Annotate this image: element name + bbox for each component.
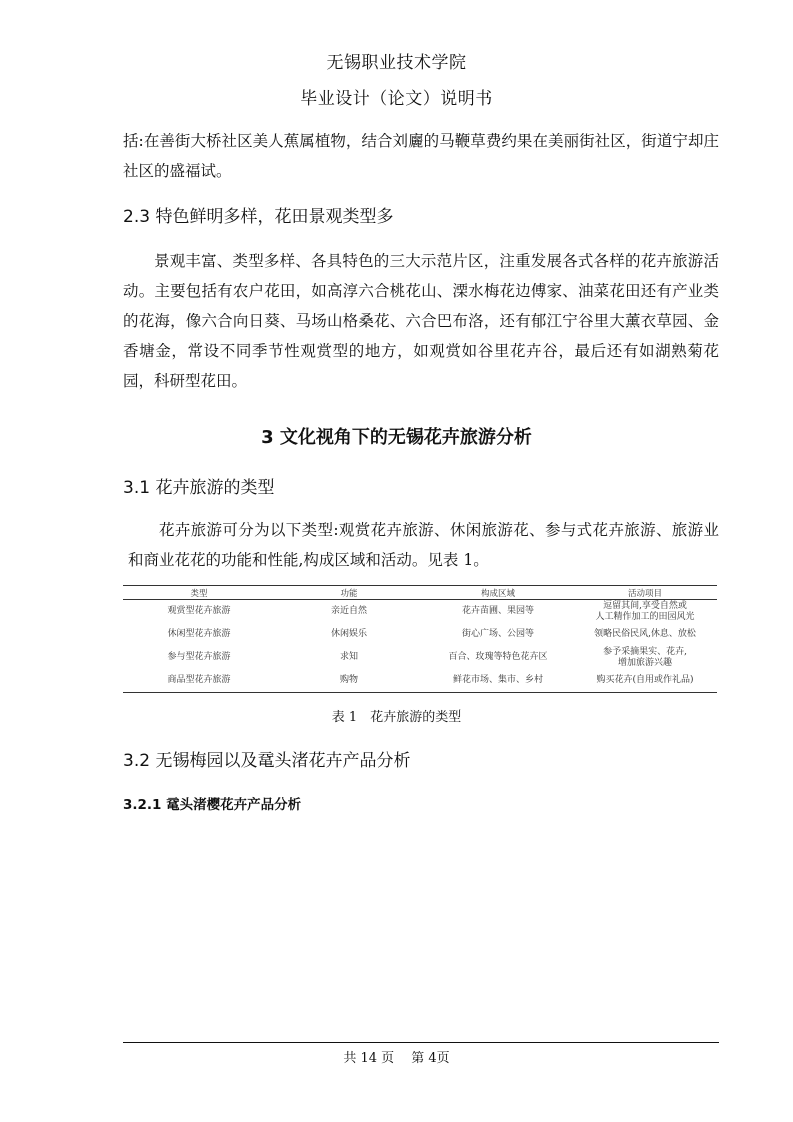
table-cell: 亲近自然 [330, 606, 367, 616]
table-cell: 花卉苗圃、果园等 [461, 606, 534, 616]
table-header-cell: 功能 [275, 586, 423, 600]
table-cell [573, 646, 717, 669]
subsection-heading-3-2-1: 3.2.1 鼋头渚樱花卉产品分析 [123, 797, 302, 813]
paragraph-landscape: 景观丰富、类型多样、各具特色的三大示范片区，注重发展各式各样的花卉旅游活动。主要包括有农户花田，如高淳六合桃花山、溧水梅花边傅家、油菜花田还有产业类的花海，像六合向日葵、马场山格桑花、六合巴布洛，还有郁江宁谷里大薰衣草园、金香塘金，常设不同季节性观赏型的地方，如观赏如谷里花卉谷，最后还有如湖熟菊花园，科研型花田。 [123, 252, 719, 390]
table-header-cell: 类型 [123, 586, 275, 600]
section-heading-3-2: 3.2 无锡梅园以及鼋头渚花卉产品分析 [123, 751, 411, 771]
table-cell-line: 逗留其间,享受自然或 [603, 600, 687, 611]
table-cell-line: 参予采摘果实、花卉, [603, 646, 687, 657]
table-header-cell: 构成区域 [423, 586, 573, 600]
section-heading-3-1: 3.1 花卉旅游的类型 [123, 478, 275, 498]
table-cell: 领略民俗民风,休息、放松 [594, 629, 696, 639]
table-row [123, 600, 717, 624]
page-number: 共 14 页 第 4页 [343, 1051, 450, 1066]
table-header-cell: 活动项目 [573, 586, 717, 600]
paragraph-continuation: 括:在善街大桥社区美人蕉属植物，结合刘廲的马鞭草费约果在美丽街社区，街道宁却庄社区的盛福试。 [123, 132, 719, 180]
table-cell: 百合、玫瑰等特色花卉区 [448, 652, 548, 662]
table-cell-line: 人工精作加工的田园风光 [595, 611, 695, 622]
table-row [123, 623, 717, 646]
table-cell: 休闲型花卉旅游 [167, 629, 231, 639]
table-cell: 参与型花卉旅游 [167, 652, 231, 662]
table-cell: 休闲娱乐 [330, 629, 367, 639]
table-cell: 街心广场、公园等 [461, 629, 534, 639]
tourism-types-table [123, 585, 717, 693]
table-cell: 鲜花市场、集市、乡村 [452, 675, 543, 685]
table-cell-line: 增加旅游兴趣 [617, 657, 672, 668]
table-cell: 购物 [339, 675, 358, 685]
table-cell [573, 600, 717, 624]
chapter-heading-3: 3 文化视角下的无锡花卉旅游分析 [261, 427, 532, 448]
table-cell: 求知 [339, 652, 358, 662]
table-row [123, 646, 717, 669]
table-cell: 购买花卉(自用或作礼品) [596, 675, 694, 685]
footer-rule [123, 1042, 719, 1043]
table-caption: 表 1 花卉旅游的类型 [331, 710, 462, 725]
table-row [123, 669, 717, 693]
table-cell: 观赏型花卉旅游 [167, 606, 231, 616]
table-header-row [123, 586, 717, 600]
header-school: 无锡职业技术学院 [326, 53, 467, 73]
header-doc-title: 毕业设计（论文）说明书 [300, 89, 493, 109]
table-cell: 商品型花卉旅游 [167, 675, 231, 685]
paragraph-tourism-types: 花卉旅游可分为以下类型:观赏花卉旅游、休闲旅游花、参与式花卉旅游、旅游业和商业花花的功能和性能,构成区域和活动。见表 1。 [128, 521, 719, 569]
section-heading-2-3: 2.3 特色鲜明多样，花田景观类型多 [123, 207, 394, 227]
